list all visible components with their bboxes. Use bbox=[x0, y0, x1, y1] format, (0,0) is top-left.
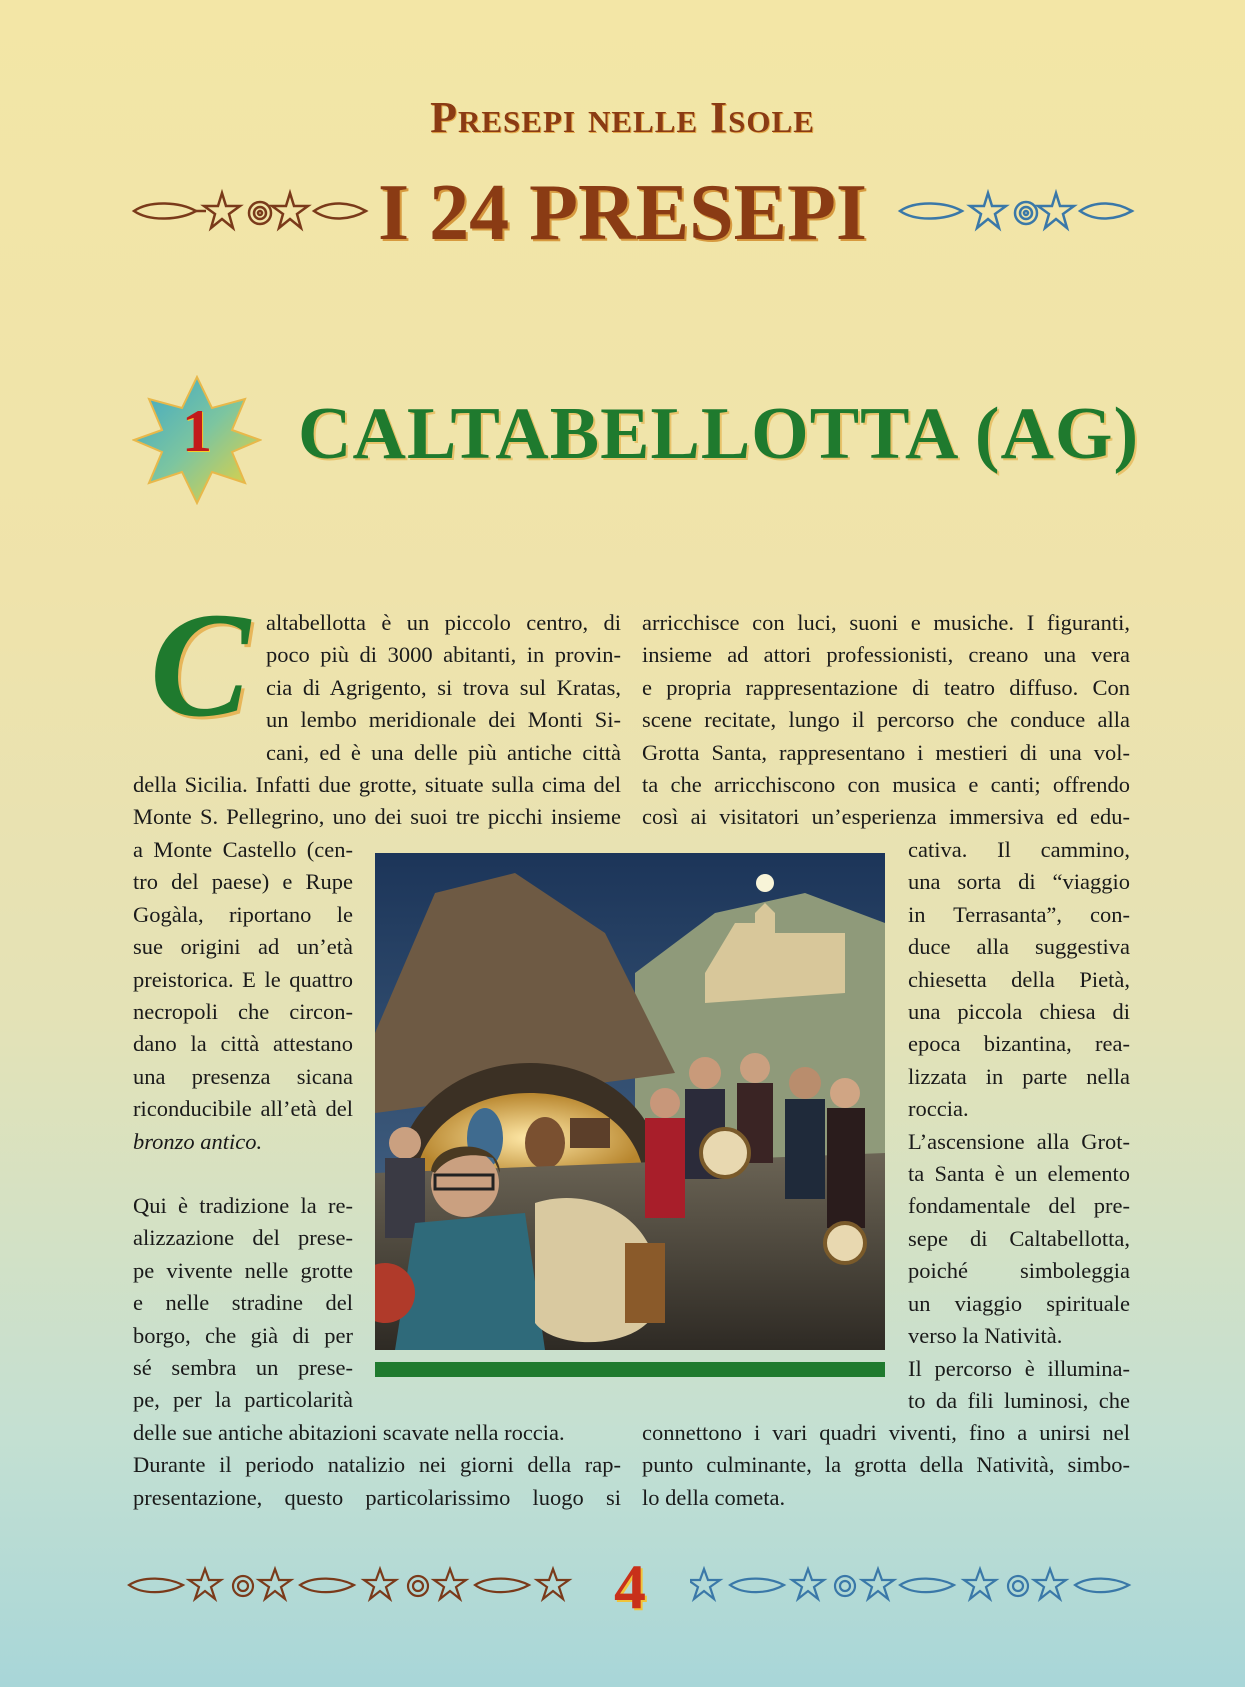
section-number: 1 bbox=[182, 398, 212, 464]
text-line: fondamentale del pre- bbox=[908, 1193, 1130, 1219]
text-line: alizzazione del prese- bbox=[133, 1225, 353, 1251]
text-line: così ai visitatori un’esperienza immersiva ed edu- bbox=[642, 804, 1130, 830]
text-line: lo della cometa. bbox=[642, 1484, 786, 1510]
text-line: Gogàla, riportano le bbox=[133, 901, 353, 927]
text-line: verso la Natività. bbox=[908, 1323, 1063, 1349]
text-line: cia di Agrigento, si trova sul Kratas, bbox=[266, 674, 621, 700]
text-line: chiesetta della Pietà, bbox=[908, 966, 1130, 992]
text-line: in Terrasanta”, con- bbox=[908, 901, 1130, 927]
text-line: un viaggio spirituale bbox=[908, 1290, 1130, 1316]
footer-shell-ornament-left-icon bbox=[125, 1565, 575, 1605]
col1-narrow-b bbox=[133, 1190, 353, 1417]
text-line: tro del paese) e Rupe bbox=[133, 869, 353, 895]
text-line: un lembo meridionale dei Monti Si- bbox=[266, 707, 621, 733]
text-line: epoca bizantina, rea- bbox=[908, 1031, 1130, 1057]
text-line: cani, ed è una delle più antiche città bbox=[266, 739, 621, 765]
text-line: poco più di 3000 abitanti, in provin- bbox=[266, 642, 621, 668]
col2-bottom bbox=[642, 1417, 1130, 1514]
text-line: a Monte Castello (cen- bbox=[133, 837, 353, 862]
text-line: scene recitate, lungo il percorso che conduce alla bbox=[642, 707, 1130, 733]
text-line: una piccola chiesa di bbox=[908, 999, 1130, 1025]
text-line: lizzata in parte nella bbox=[908, 1063, 1130, 1089]
nativity-illustration bbox=[375, 853, 885, 1350]
text-line: duce alla suggestiva bbox=[908, 934, 1130, 960]
text-line: presentazione, questo particolarissimo luogo si bbox=[133, 1484, 621, 1510]
image-underline-bar bbox=[375, 1362, 885, 1377]
series-kicker: Presepi nelle Isole bbox=[430, 93, 815, 142]
col1-top bbox=[266, 607, 621, 769]
drop-cap: C bbox=[150, 582, 251, 748]
text-line: roccia. bbox=[908, 1096, 969, 1122]
text-line: Durante il periodo natalizio nei giorni della rap- bbox=[133, 1452, 621, 1478]
text-line: cativa. Il cammino, bbox=[908, 837, 1130, 862]
footer-shell-ornament-right-icon bbox=[690, 1565, 1140, 1605]
text-line: Grotta Santa, rappresentano i mestieri di una vol- bbox=[642, 739, 1130, 765]
text-line: ta Santa è un elemento bbox=[908, 1161, 1130, 1187]
text-line: riconducibile all’età del bbox=[133, 1096, 353, 1122]
text-line: borgo, che già di per bbox=[133, 1322, 353, 1348]
text-line: L’ascensione alla Grot- bbox=[908, 1128, 1130, 1154]
text-line: altabellotta è un piccolo centro, di bbox=[266, 610, 621, 635]
text-line: preistorica. E le quattro bbox=[133, 966, 353, 992]
text-line: una presenza sicana bbox=[133, 1063, 353, 1089]
text-line: dano la città attestano bbox=[133, 1031, 353, 1057]
col2-top bbox=[642, 607, 1130, 834]
text-line: arricchisce con luci, suoni e musiche. I figuranti, bbox=[642, 610, 1130, 635]
text-line: poiché simboleggia bbox=[908, 1258, 1130, 1284]
col1-full bbox=[133, 769, 621, 834]
col2-narrow bbox=[908, 834, 1130, 1417]
text-line: pe, per la particolarità bbox=[133, 1387, 353, 1413]
text-line: ta che arricchiscono con musica e canti; offrendo bbox=[642, 772, 1130, 798]
text-line: sé sembra un prese- bbox=[133, 1355, 353, 1381]
text-line: sue origini ad un’età bbox=[133, 934, 353, 960]
text-line: e nelle stradine del bbox=[133, 1290, 353, 1316]
text-line: della Sicilia. Infatti due grotte, situate sulla cima del bbox=[133, 772, 621, 797]
col1-narrow-a bbox=[133, 834, 353, 1158]
text-line: connettono i vari quadri viventi, fino a unirsi nel bbox=[642, 1420, 1130, 1445]
text-line: bronzo antico. bbox=[133, 1128, 263, 1154]
text-line: una sorta di “viaggio bbox=[908, 869, 1130, 895]
shell-ornament-right-icon bbox=[896, 188, 1136, 234]
text-line: sepe di Caltabellotta, bbox=[908, 1225, 1130, 1251]
text-line: Il percorso è illumina- bbox=[908, 1355, 1130, 1381]
section-number-badge bbox=[132, 375, 262, 505]
text-line: insieme ad attori professionisti, creano una vera bbox=[642, 642, 1130, 668]
text-line: necropoli che circon- bbox=[133, 999, 353, 1025]
text-line: delle sue antiche abitazioni scavate nella roccia. bbox=[133, 1420, 565, 1445]
text-line: Qui è tradizione la re- bbox=[133, 1193, 353, 1218]
text-line: pe vivente nelle grotte bbox=[133, 1257, 353, 1283]
moon-icon bbox=[756, 874, 774, 892]
text-line: to da fili luminosi, che bbox=[908, 1387, 1130, 1413]
text-line: punto culminante, la grotta della Natività, simbo- bbox=[642, 1452, 1130, 1478]
page-number: 4 bbox=[614, 1551, 646, 1622]
section-title: CALTABELLOTTA (AG) bbox=[298, 393, 1140, 475]
page-title: I 24 PRESEPI bbox=[378, 169, 867, 257]
text-line: Monte S. Pellegrino, uno dei suoi tre picchi insieme bbox=[133, 804, 621, 830]
col1-bottom bbox=[133, 1417, 621, 1514]
text-line: e propria rappresentazione di teatro diffuso. Con bbox=[642, 674, 1130, 700]
